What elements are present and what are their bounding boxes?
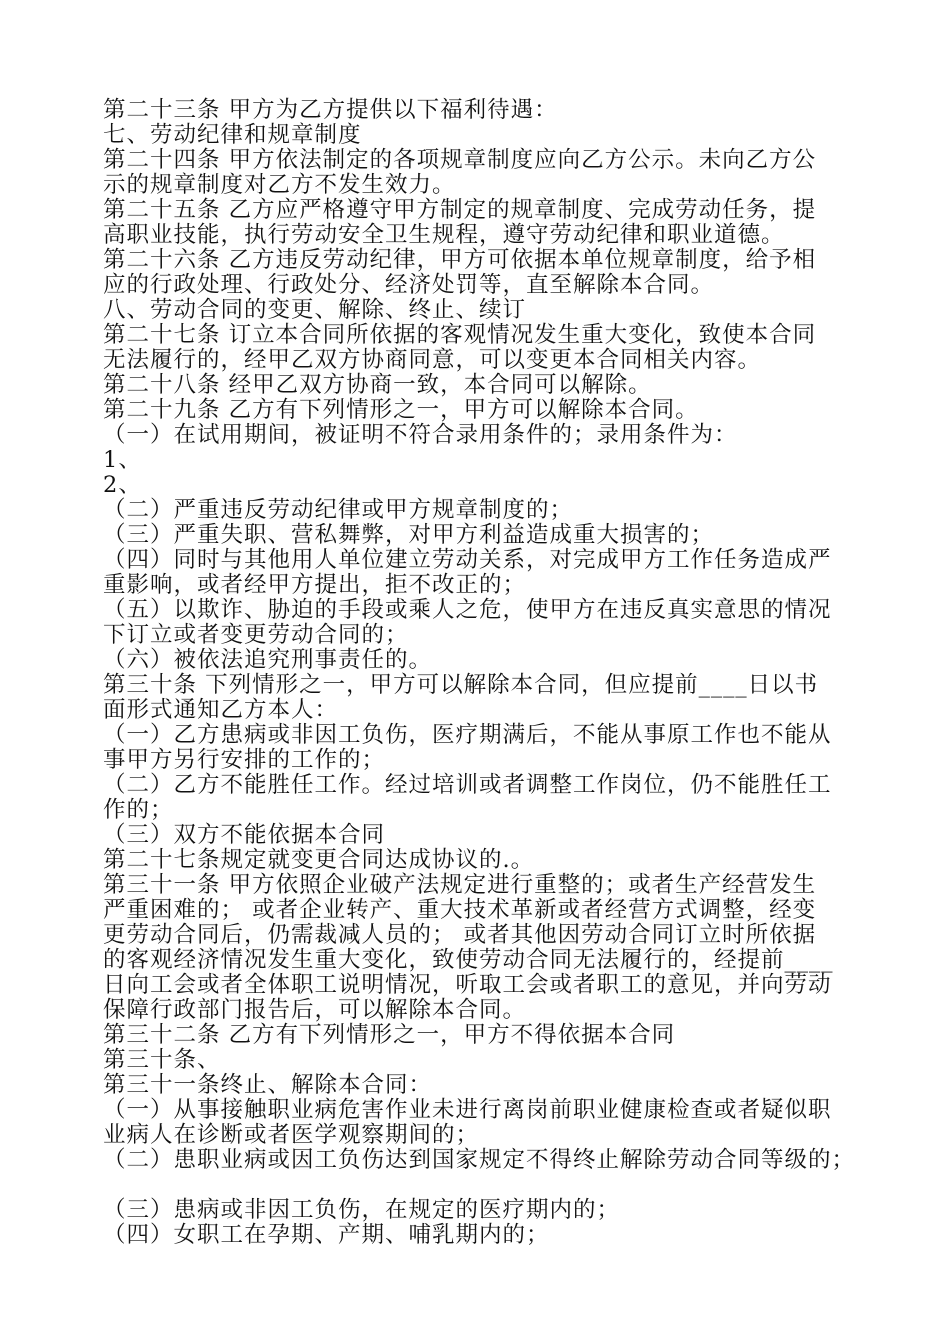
text-line: 第三十一条终止、解除本合同： — [103, 1072, 433, 1098]
text-line: 下订立或者变更劳动合同的； — [103, 622, 409, 648]
text-line: 第二十三条 甲方为乙方提供以下福利待遇： — [103, 97, 558, 123]
text-line: （三）严重失职、营私舞弊，对甲方利益造成重大损害的； — [103, 522, 715, 548]
text-line: （四）同时与其他用人单位建立劳动关系，对完成甲方工作任务造成严 — [103, 547, 832, 573]
text-line: 第三十条 下列情形之一，甲方可以解除本合同，但应提前____日以书 — [103, 672, 819, 698]
text-line: （一）从事接触职业病危害作业未进行离岗前职业健康检查或者疑似职 — [103, 1097, 832, 1123]
text-line: 面形式通知乙方本人： — [103, 697, 339, 723]
text-line: 严重困难的； 或者企业转产、重大技术革新或者经营方式调整，经变 — [103, 897, 817, 923]
text-line: 重影响，或者经甲方提出，拒不改正的； — [103, 572, 527, 598]
blank-line — [103, 1173, 853, 1198]
text-line: 第三十二条 乙方有下列情形之一，甲方不得依据本合同 — [103, 1022, 676, 1048]
contract-page — [103, 97, 856, 1248]
section-heading: 七、劳动纪律和规章制度 — [103, 122, 362, 148]
text-line: （二）乙方不能胜任工作。经过培训或者调整工作岗位，仍不能胜任工 — [103, 772, 832, 798]
text-line: 第三十条、 — [103, 1047, 221, 1073]
text-line: （二）严重违反劳动纪律或甲方规章制度的； — [103, 497, 574, 523]
text-line: 作的； — [103, 797, 174, 823]
text-line: 无法履行的，经甲乙双方协商同意，可以变更本合同相关内容。 — [103, 347, 762, 373]
text-line: 应的行政处理、行政处分、经济处罚等，直至解除本合同。 — [103, 272, 715, 298]
text-line: 第二十四条 甲方依法制定的各项规章制度应向乙方公示。未向乙方公 — [103, 147, 817, 173]
text-line: 高职业技能，执行劳动安全卫生规程，遵守劳动纪律和职业道德。 — [103, 222, 785, 248]
text-line: 日向工会或者全体职工说明情况，听取工会或者职工的意见，并向劳动 — [103, 972, 832, 998]
text-line: 第二十七条规定就变更合同达成协议的.。 — [103, 847, 535, 873]
text-line: 示的规章制度对乙方不发生效力。 — [103, 172, 456, 198]
text-line: 1、 — [103, 447, 142, 473]
text-line: （一）乙方患病或非因工负伤，医疗期满后，不能从事原工作也不能从 — [103, 722, 832, 748]
text-line: 第二十五条 乙方应严格遵守甲方制定的规章制度、完成劳动任务，提 — [103, 197, 817, 223]
text-line: 业病人在诊断或者医学观察期间的； — [103, 1122, 480, 1148]
text-line: 第二十七条 订立本合同所依据的客观情况发生重大变化，致使本合同 — [103, 322, 817, 348]
text-line: （六）被依法追究刑事责任的。 — [103, 647, 433, 673]
text-line: （一）在试用期间，被证明不符合录用条件的；录用条件为： — [103, 422, 738, 448]
text-line: 的客观经济情况发生重大变化，致使劳动合同无法履行的，经提前____ — [103, 947, 834, 973]
text-line: （二）患职业病或因工负伤达到国家规定不得终止解除劳动合同等级的； — [103, 1147, 856, 1173]
text-line: 保障行政部门报告后，可以解除本合同。 — [103, 997, 527, 1023]
text-line: 第二十六条 乙方违反劳动纪律，甲方可依据本单位规章制度，给予相 — [103, 247, 817, 273]
text-line: 事甲方另行安排的工作的； — [103, 747, 386, 773]
text-line: 2、 — [103, 472, 142, 498]
text-line: （三）患病或非因工负伤，在规定的医疗期内的； — [103, 1197, 621, 1223]
text-line: （三）双方不能依据本合同 — [103, 822, 386, 848]
text-line: 第二十九条 乙方有下列情形之一，甲方可以解除本合同。 — [103, 397, 699, 423]
section-heading: 八、劳动合同的变更、解除、终止、续订 — [103, 297, 527, 323]
text-line: （五）以欺诈、胁迫的手段或乘人之危，使甲方在违反真实意思的情况 — [103, 597, 832, 623]
text-line: 第三十一条 甲方依照企业破产法规定进行重整的；或者生产经营发生 — [103, 872, 817, 898]
text-line: 更劳动合同后，仍需裁减人员的； 或者其他因劳动合同订立时所依据 — [103, 922, 817, 948]
text-line: 第二十八条 经甲乙双方协商一致，本合同可以解除。 — [103, 372, 652, 398]
text-line: （四）女职工在孕期、产期、哺乳期内的； — [103, 1222, 550, 1248]
